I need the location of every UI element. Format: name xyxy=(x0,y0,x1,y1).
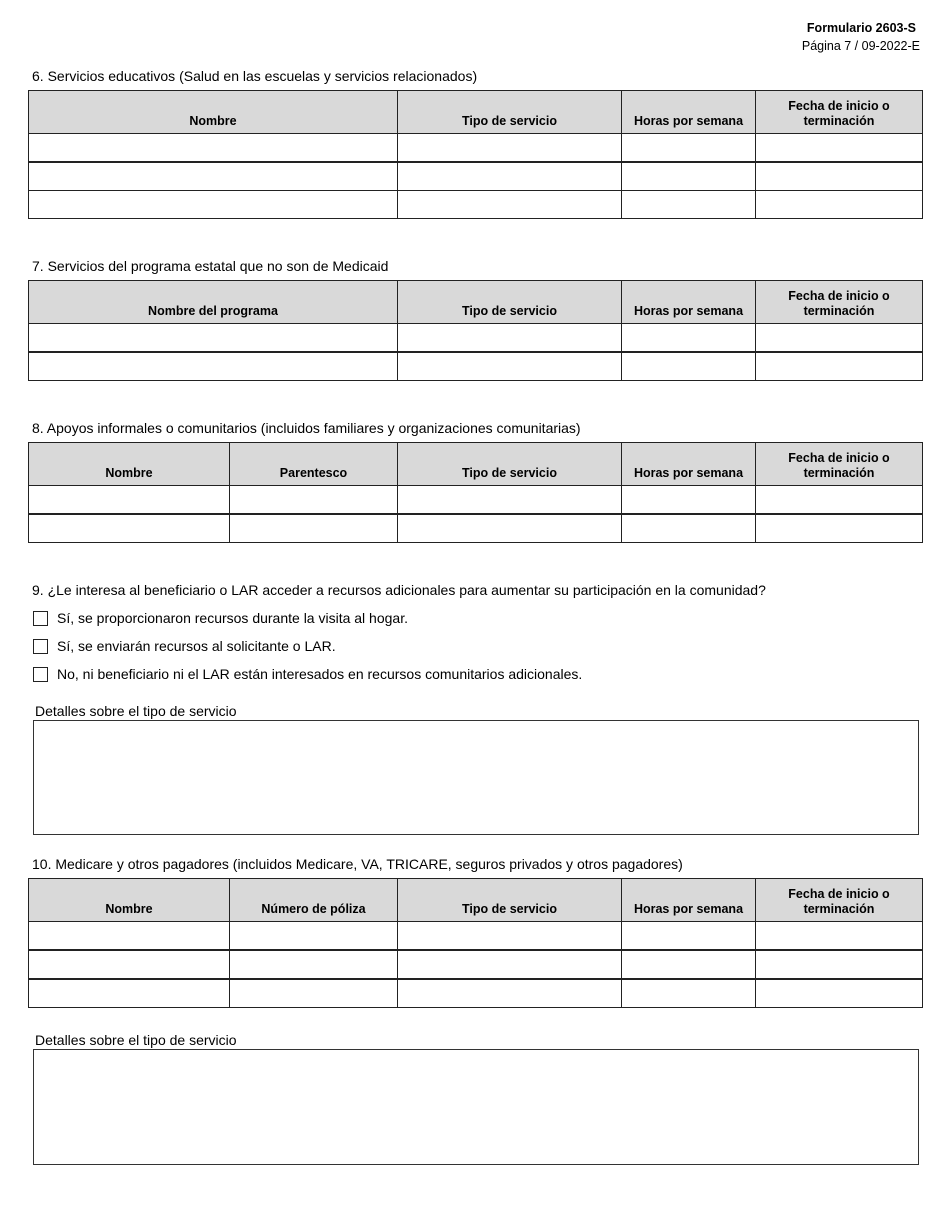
input-cell[interactable] xyxy=(29,950,230,979)
option-label: Sí, se enviarán recursos al solicitante o LAR. xyxy=(57,638,336,654)
input-cell[interactable] xyxy=(756,162,923,191)
input-cell[interactable] xyxy=(622,324,756,353)
input-cell[interactable] xyxy=(756,979,923,1008)
table-row xyxy=(29,191,923,219)
input-cell[interactable] xyxy=(622,162,756,191)
section-9-question: 9. ¿Le interesa al beneficiario o LAR acceder a recursos adicionales para aumentar su participación en la comunidad? xyxy=(32,582,766,598)
input-cell[interactable] xyxy=(29,324,398,353)
input-cell[interactable] xyxy=(622,514,756,543)
input-cell[interactable] xyxy=(756,950,923,979)
table-row xyxy=(29,514,923,543)
input-cell[interactable] xyxy=(756,486,923,515)
checkbox[interactable] xyxy=(33,611,48,626)
section-8-table xyxy=(28,442,923,543)
input-cell[interactable] xyxy=(29,514,230,543)
input-cell[interactable] xyxy=(398,514,622,543)
input-cell[interactable] xyxy=(29,979,230,1008)
input-cell[interactable] xyxy=(29,922,230,951)
column-header: Horas por semana xyxy=(622,281,756,324)
table-row xyxy=(29,134,923,163)
details-textbox[interactable] xyxy=(33,1049,919,1165)
column-header: Horas por semana xyxy=(622,879,756,922)
column-header: Nombre xyxy=(29,91,398,134)
table-row xyxy=(29,486,923,515)
input-cell[interactable] xyxy=(622,134,756,163)
column-header: Parentesco xyxy=(230,443,398,486)
input-cell[interactable] xyxy=(230,514,398,543)
column-header: Número de póliza xyxy=(230,879,398,922)
column-header: Tipo de servicio xyxy=(398,443,622,486)
input-cell[interactable] xyxy=(29,162,398,191)
table-row xyxy=(29,162,923,191)
section-10-title: 10. Medicare y otros pagadores (incluidos Medicare, VA, TRICARE, seguros privados y otros pagadores) xyxy=(32,856,683,872)
input-cell[interactable] xyxy=(398,979,622,1008)
section-6-table xyxy=(28,90,923,219)
input-cell[interactable] xyxy=(756,352,923,381)
option-label: No, ni beneficiario ni el LAR están interesados en recursos comunitarios adicionales. xyxy=(57,666,583,682)
input-cell[interactable] xyxy=(756,191,923,219)
table-row xyxy=(29,324,923,353)
option-resources-provided[interactable] xyxy=(33,610,408,626)
column-header: Tipo de servicio xyxy=(398,879,622,922)
table-row xyxy=(29,950,923,979)
input-cell[interactable] xyxy=(230,979,398,1008)
input-cell[interactable] xyxy=(756,324,923,353)
input-cell[interactable] xyxy=(398,162,622,191)
input-cell[interactable] xyxy=(398,486,622,515)
form-number: Formulario 2603-S xyxy=(806,21,916,35)
input-cell[interactable] xyxy=(622,486,756,515)
details-textbox[interactable] xyxy=(33,720,919,835)
input-cell[interactable] xyxy=(622,979,756,1008)
column-header: Fecha de inicio o terminación xyxy=(756,443,923,486)
table-row xyxy=(29,979,923,1008)
input-cell[interactable] xyxy=(398,922,622,951)
input-cell[interactable] xyxy=(756,134,923,163)
column-header: Fecha de inicio o terminación xyxy=(756,879,923,922)
input-cell[interactable] xyxy=(29,134,398,163)
input-cell[interactable] xyxy=(29,191,398,219)
section-6-title: 6. Servicios educativos (Salud en las escuelas y servicios relacionados) xyxy=(32,68,478,84)
input-cell[interactable] xyxy=(230,486,398,515)
input-cell[interactable] xyxy=(398,352,622,381)
section-7-title: 7. Servicios del programa estatal que no son de Medicaid xyxy=(32,258,389,274)
column-header: Horas por semana xyxy=(622,443,756,486)
section-10-table xyxy=(28,878,923,1008)
input-cell[interactable] xyxy=(398,134,622,163)
page-info: Página 7 / 09-2022-E xyxy=(801,39,920,53)
column-header: Nombre xyxy=(29,443,230,486)
input-cell[interactable] xyxy=(230,922,398,951)
option-resources-sent[interactable] xyxy=(33,638,336,654)
column-header: Tipo de servicio xyxy=(398,281,622,324)
table-row xyxy=(29,352,923,381)
column-header: Fecha de inicio o terminación xyxy=(756,281,923,324)
details-label: Detalles sobre el tipo de servicio xyxy=(35,1032,237,1048)
input-cell[interactable] xyxy=(29,352,398,381)
details-label: Detalles sobre el tipo de servicio xyxy=(35,703,237,719)
input-cell[interactable] xyxy=(756,514,923,543)
section-8-title: 8. Apoyos informales o comunitarios (incluidos familiares y organizaciones comunitarias) xyxy=(32,420,581,436)
table-row xyxy=(29,922,923,951)
option-label: Sí, se proporcionaron recursos durante la visita al hogar. xyxy=(57,610,408,626)
checkbox[interactable] xyxy=(33,667,48,682)
column-header: Horas por semana xyxy=(622,91,756,134)
checkbox[interactable] xyxy=(33,639,48,654)
input-cell[interactable] xyxy=(622,950,756,979)
input-cell[interactable] xyxy=(756,922,923,951)
option-not-interested[interactable] xyxy=(33,666,582,682)
column-header: Nombre xyxy=(29,879,230,922)
column-header: Nombre del programa xyxy=(29,281,398,324)
column-header: Fecha de inicio o terminación xyxy=(756,91,923,134)
input-cell[interactable] xyxy=(398,324,622,353)
input-cell[interactable] xyxy=(622,352,756,381)
input-cell[interactable] xyxy=(622,191,756,219)
input-cell[interactable] xyxy=(622,922,756,951)
section-7-table xyxy=(28,280,923,381)
input-cell[interactable] xyxy=(29,486,230,515)
input-cell[interactable] xyxy=(230,950,398,979)
column-header: Tipo de servicio xyxy=(398,91,622,134)
input-cell[interactable] xyxy=(398,950,622,979)
input-cell[interactable] xyxy=(398,191,622,219)
